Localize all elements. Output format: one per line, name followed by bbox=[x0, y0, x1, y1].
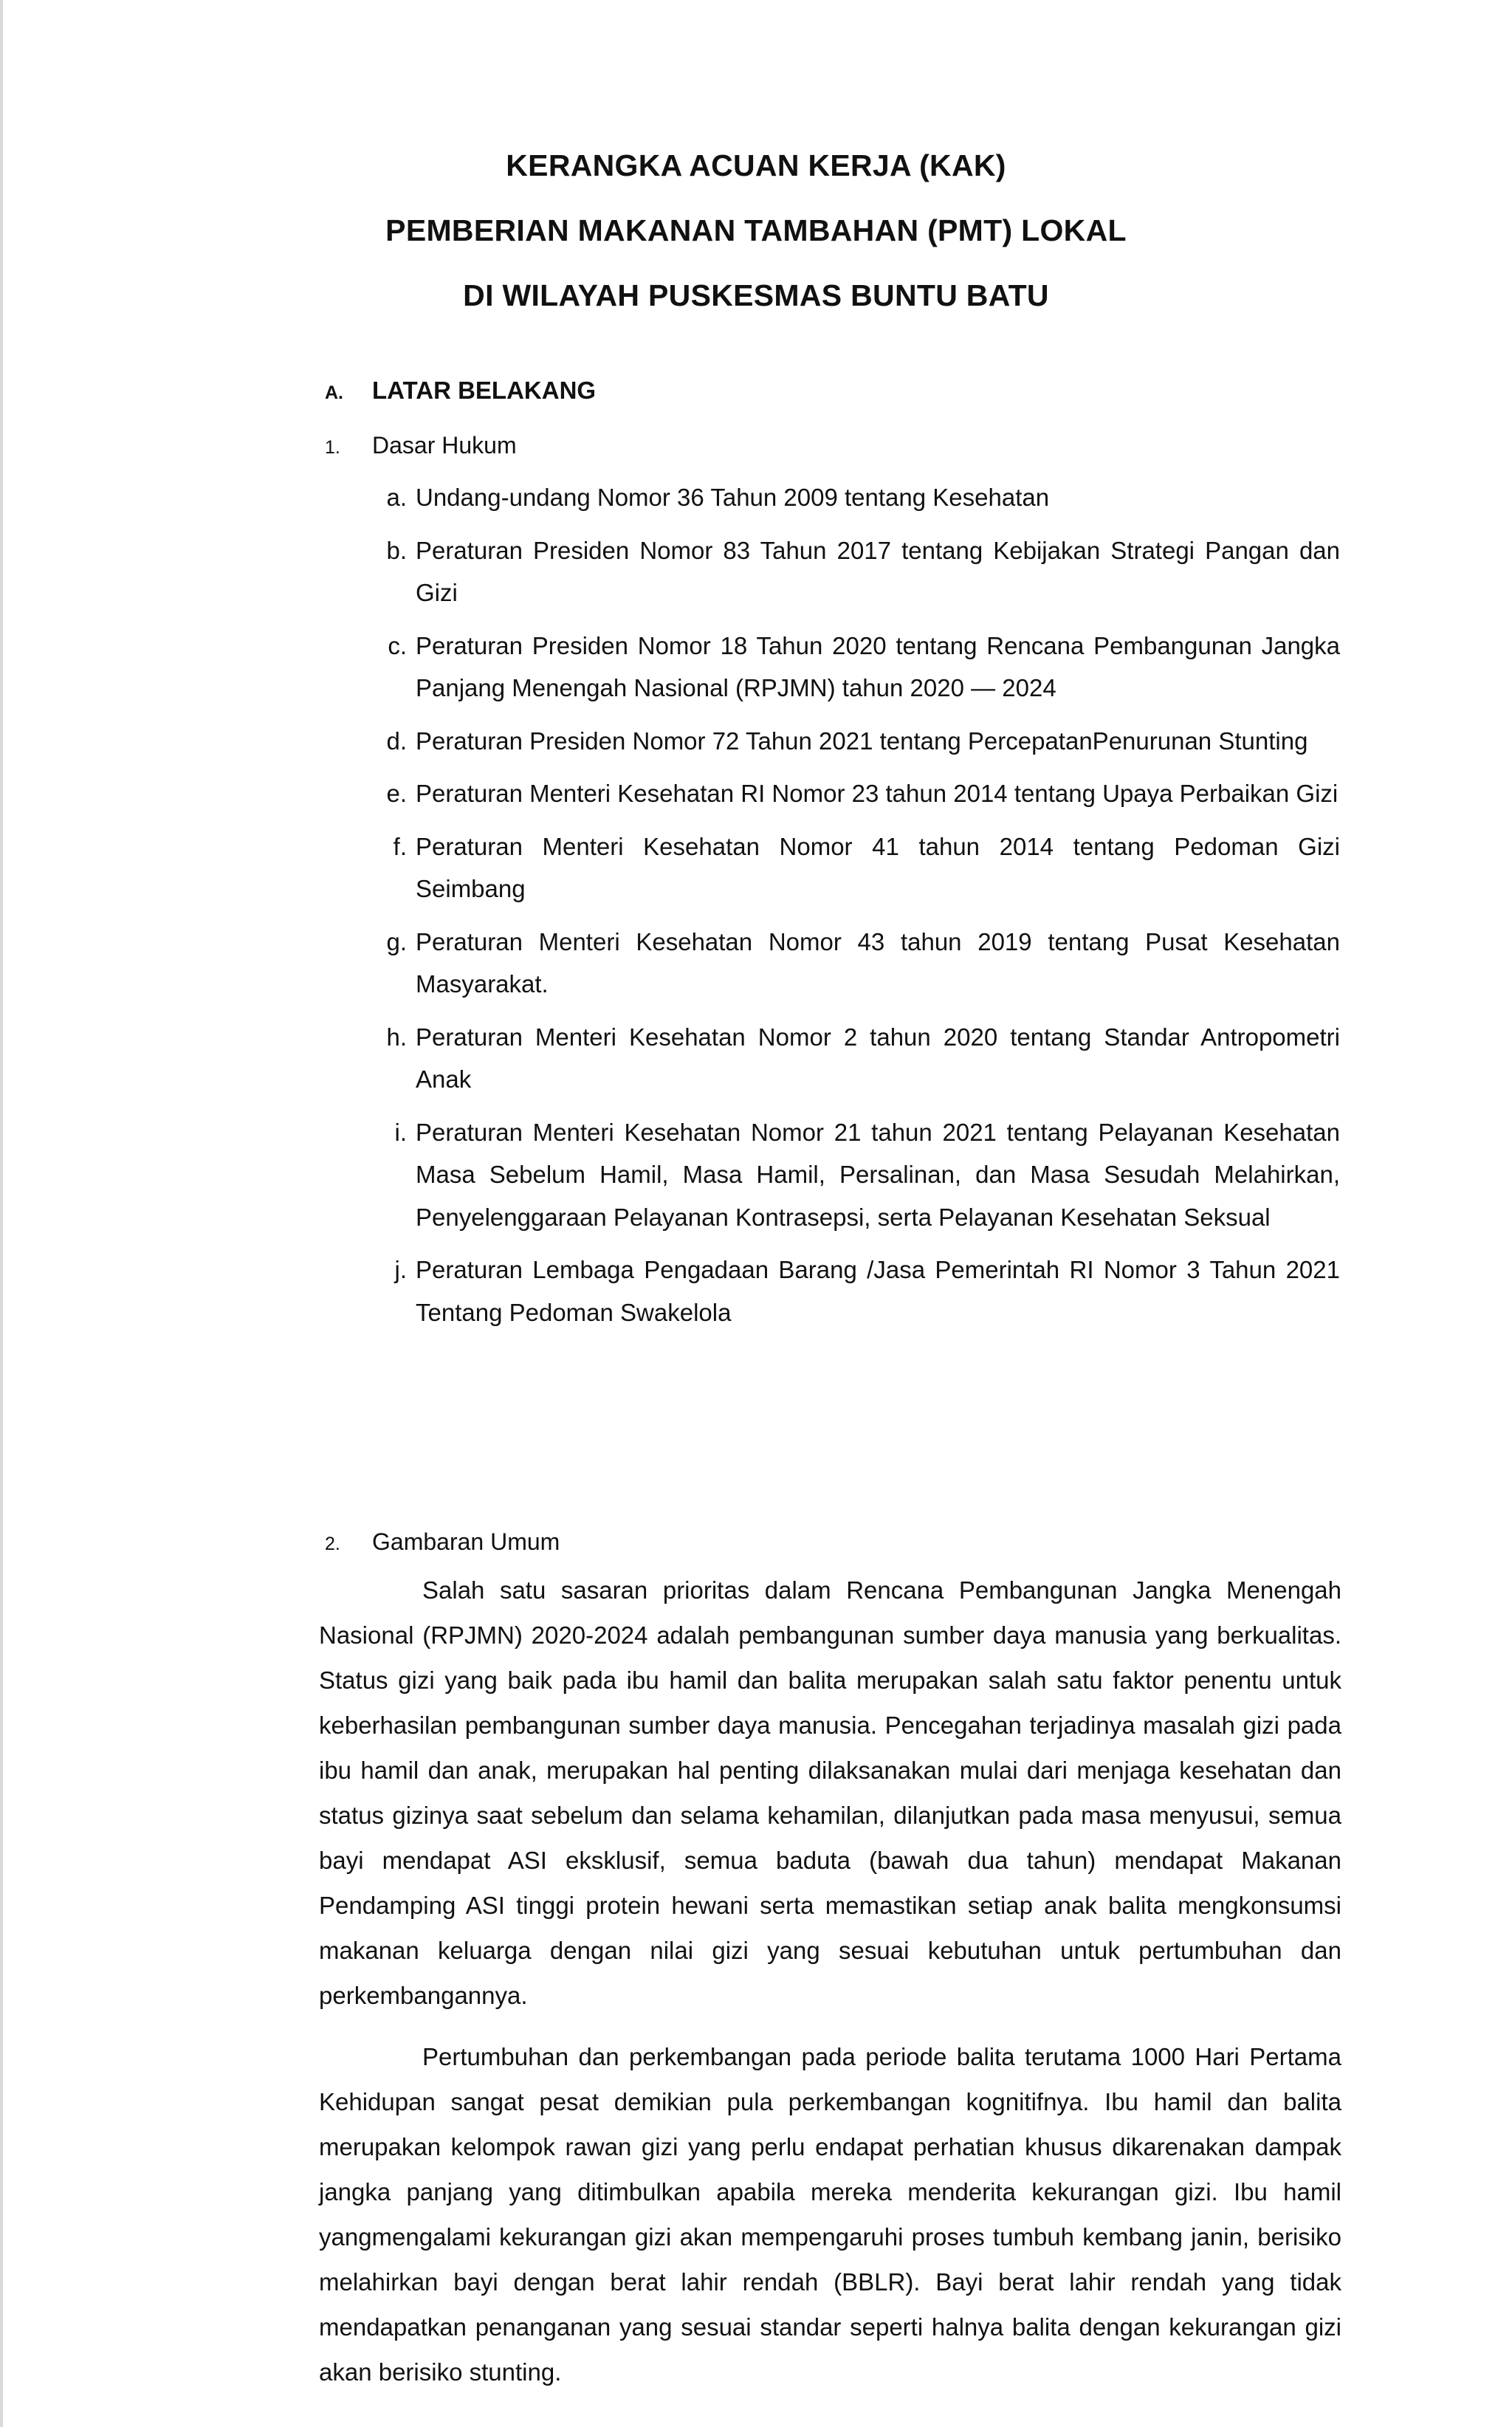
list-item bbox=[373, 921, 1340, 1006]
list-item bbox=[373, 476, 1340, 519]
list-marker: b. bbox=[386, 536, 407, 564]
list-item bbox=[373, 720, 1340, 763]
list-text: Peraturan Presiden Nomor 83 Tahun 2017 tentang Kebijakan Strategi Pangan dan Gizi bbox=[416, 536, 1340, 606]
list-text: Peraturan Menteri Kesehatan Nomor 2 tahun 2020 tentang Standar Antropometri Anak bbox=[416, 1023, 1340, 1093]
list-marker: d. bbox=[386, 727, 407, 755]
title-line-2: PEMBERIAN MAKANAN TAMBAHAN (PMT) LOKAL bbox=[385, 213, 1127, 247]
subsection-title: Dasar Hukum bbox=[372, 432, 517, 459]
paragraph-overview-1: Salah satu sasaran prioritas dalam Rencana Pembangunan Jangka Menengah Nasional (RPJMN) 2020-2024 adalah pembangunan sumber daya manusia yang berkualitas. Status gizi yang baik pada ibu hamil dan balita merupakan salah satu faktor penentu untuk keberhasilan pembangunan sumber daya manusia. Pencegahan terjadinya masalah gizi pada ibu hamil dan anak, merupakan hal penting dilaksanakan mulai dari menjaga kesehatan dan status gizinya saat sebelum dan selama kehamilan, dilanjutkan pada masa menyusui, semua bayi mendapat ASI eksklusif, semua baduta (bawah dua tahun) mendapat Makanan Pendamping ASI tinggi protein hewani serta memastikan setiap anak balita mengkonsumsi makanan keluarga dengan nilai gizi yang sesuai kebutuhan untuk pertumbuhan dan perkembangannya. bbox=[319, 1576, 1341, 2009]
list-text: Undang-undang Nomor 36 Tahun 2009 tentang Kesehatan bbox=[416, 484, 1050, 511]
list-text: Peraturan Menteri Kesehatan RI Nomor 23 tahun 2014 tentang Upaya Perbaikan Gizi bbox=[416, 780, 1339, 807]
page-left-edge bbox=[0, 0, 3, 2427]
list-item bbox=[373, 1016, 1340, 1101]
subsection-gambaran-umum bbox=[325, 1528, 560, 1556]
list-item bbox=[373, 1249, 1340, 1333]
paragraph-overview-2: Pertumbuhan dan perkembangan pada periode balita terutama 1000 Hari Pertama Kehidupan sangat pesat demikian pula perkembangan kognitifnya. Ibu hamil dan balita merupakan kelompok rawan gizi yang perlu endapat perhatian khusus dikarenakan dampak jangka panjang yang ditimbulkan apabila mereka menderita kekurangan gizi. Ibu hamil yangmengalami kekurangan gizi akan mempengaruhi proses tumbuh kembang janin, berisiko melahirkan bayi dengan berat lahir rendah (BBLR). Bayi berat lahir rendah yang tidak mendapatkan penanganan yang sesuai standar seperti halnya balita dengan kekurangan gizi akan berisiko stunting. bbox=[319, 2043, 1341, 2386]
subsection-dasar-hukum bbox=[325, 432, 517, 459]
section-letter: A. bbox=[325, 382, 343, 403]
subsection-number: 1. bbox=[325, 437, 340, 458]
subsection-number: 2. bbox=[325, 1534, 340, 1554]
section-title: LATAR BELAKANG bbox=[372, 377, 597, 404]
list-marker: j. bbox=[394, 1256, 407, 1283]
list-text: Peraturan Presiden Nomor 72 Tahun 2021 tentang PercepatanPenurunan Stunting bbox=[416, 727, 1308, 755]
list-marker: i. bbox=[394, 1118, 407, 1146]
list-item bbox=[373, 772, 1340, 815]
list-marker: f. bbox=[393, 832, 407, 860]
legal-basis-list bbox=[373, 476, 1340, 1344]
title-line-1: KERANGKA ACUAN KERJA (KAK) bbox=[506, 148, 1006, 182]
title-line-3: DI WILAYAH PUSKESMAS BUNTU BATU bbox=[463, 278, 1049, 312]
list-text: Peraturan Menteri Kesehatan Nomor 43 tahun 2019 tentang Pusat Kesehatan Masyarakat. bbox=[416, 927, 1340, 998]
list-marker: g. bbox=[386, 927, 407, 955]
list-item bbox=[373, 1111, 1340, 1239]
list-marker: e. bbox=[386, 780, 407, 807]
list-item bbox=[373, 529, 1340, 614]
list-marker: h. bbox=[386, 1023, 407, 1051]
list-text: Peraturan Presiden Nomor 18 Tahun 2020 tentang Rencana Pembangunan Jangka Panjang Menengah Nasional (RPJMN) tahun 2020 — 2024 bbox=[416, 631, 1340, 701]
list-item bbox=[373, 825, 1340, 910]
list-marker: a. bbox=[386, 484, 407, 511]
subsection-title: Gambaran Umum bbox=[372, 1528, 560, 1555]
document-title bbox=[0, 133, 1512, 328]
list-text: Peraturan Menteri Kesehatan Nomor 41 tahun 2014 tentang Pedoman Gizi Seimbang bbox=[416, 832, 1340, 902]
list-item bbox=[373, 625, 1340, 710]
section-a-heading bbox=[325, 377, 596, 405]
list-text: Peraturan Lembaga Pengadaan Barang /Jasa Pemerintah RI Nomor 3 Tahun 2021 Tentang Pedoman Swakelola bbox=[416, 1256, 1340, 1326]
list-marker: c. bbox=[388, 631, 407, 659]
list-text: Peraturan Menteri Kesehatan Nomor 21 tahun 2021 tentang Pelayanan Kesehatan Masa Sebelum Hamil, Masa Hamil, Persalinan, dan Masa Sesudah Melahirkan, Penyelenggaraan Pelayanan Kontrasepsi, serta Pelayanan Kesehatan Seksual bbox=[416, 1118, 1340, 1231]
